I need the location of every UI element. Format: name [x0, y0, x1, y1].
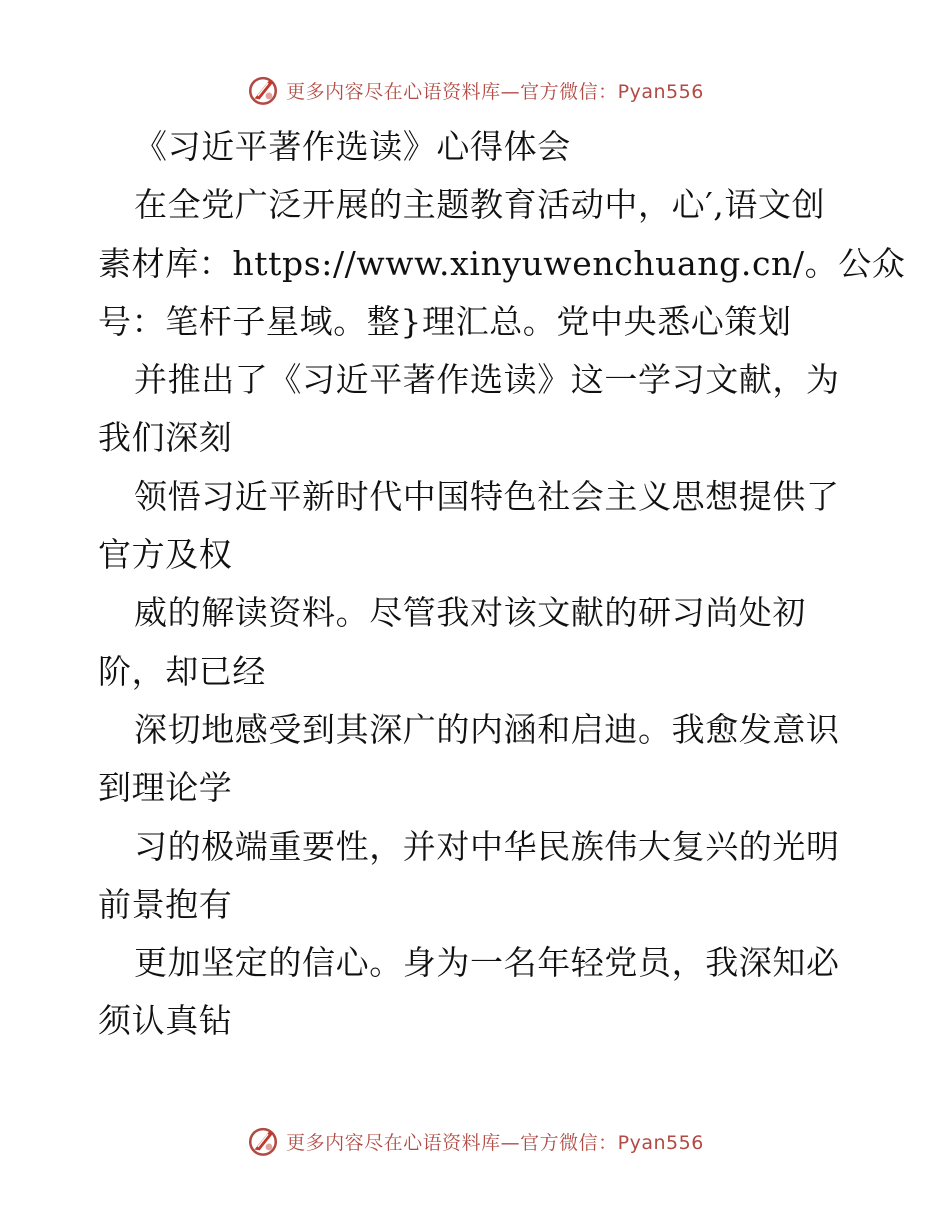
quill-logo-icon — [246, 1124, 280, 1158]
paragraph-line: 威的解读资料。尽管我对该文献的研习尚处初 — [134, 593, 806, 633]
paragraph-line: 更加坚定的信心。身为一名年轻党员，我深知必 — [134, 943, 840, 983]
paragraph-line: 领悟习近平新时代中国特色社会主义思想提供了 — [134, 476, 840, 516]
header-banner-text: 更多内容尽在心语资料库—官方微信：Pyan556 — [286, 80, 704, 103]
quill-logo-icon — [246, 73, 280, 107]
paragraph-line: 习的极端重要性，并对中华民族伟大复兴的光明 — [134, 826, 840, 866]
header-banner — [0, 70, 950, 110]
paragraph-line: 前景抱有 — [98, 884, 233, 924]
paragraph-line: 深切地感受到其深广的内涵和启迪。我愈发意识 — [134, 709, 840, 749]
paragraph-line: 素材库：https://www.xinyuwenchuang.cn/。公众 — [98, 243, 906, 283]
paragraph-line: 并推出了《习近平著作选读》这一学习文献，为 — [134, 360, 840, 400]
paragraph-line: 到理论学 — [98, 768, 233, 808]
document-title: 《习近平著作选读》心得体会 — [134, 127, 571, 166]
paragraph-line: 阶，却已经 — [98, 651, 266, 691]
paragraph-line: 官方及权 — [98, 535, 233, 575]
footer-banner-content — [246, 1124, 704, 1158]
document-body — [98, 118, 906, 1051]
header-banner-content — [246, 73, 704, 107]
footer-banner — [0, 1121, 950, 1161]
paragraph-line: 在全党广泛开展的主题教育活动中，心′,语文创 — [134, 185, 826, 225]
footer-banner-text: 更多内容尽在心语资料库—官方微信：Pyan556 — [286, 1131, 704, 1154]
paragraph-line: 我们深刻 — [98, 418, 233, 458]
paragraph-line: 须认真钻 — [98, 1001, 233, 1041]
paragraph-line: 号：笔杆子星域。整}理汇总。党中央悉心策划 — [98, 301, 792, 341]
